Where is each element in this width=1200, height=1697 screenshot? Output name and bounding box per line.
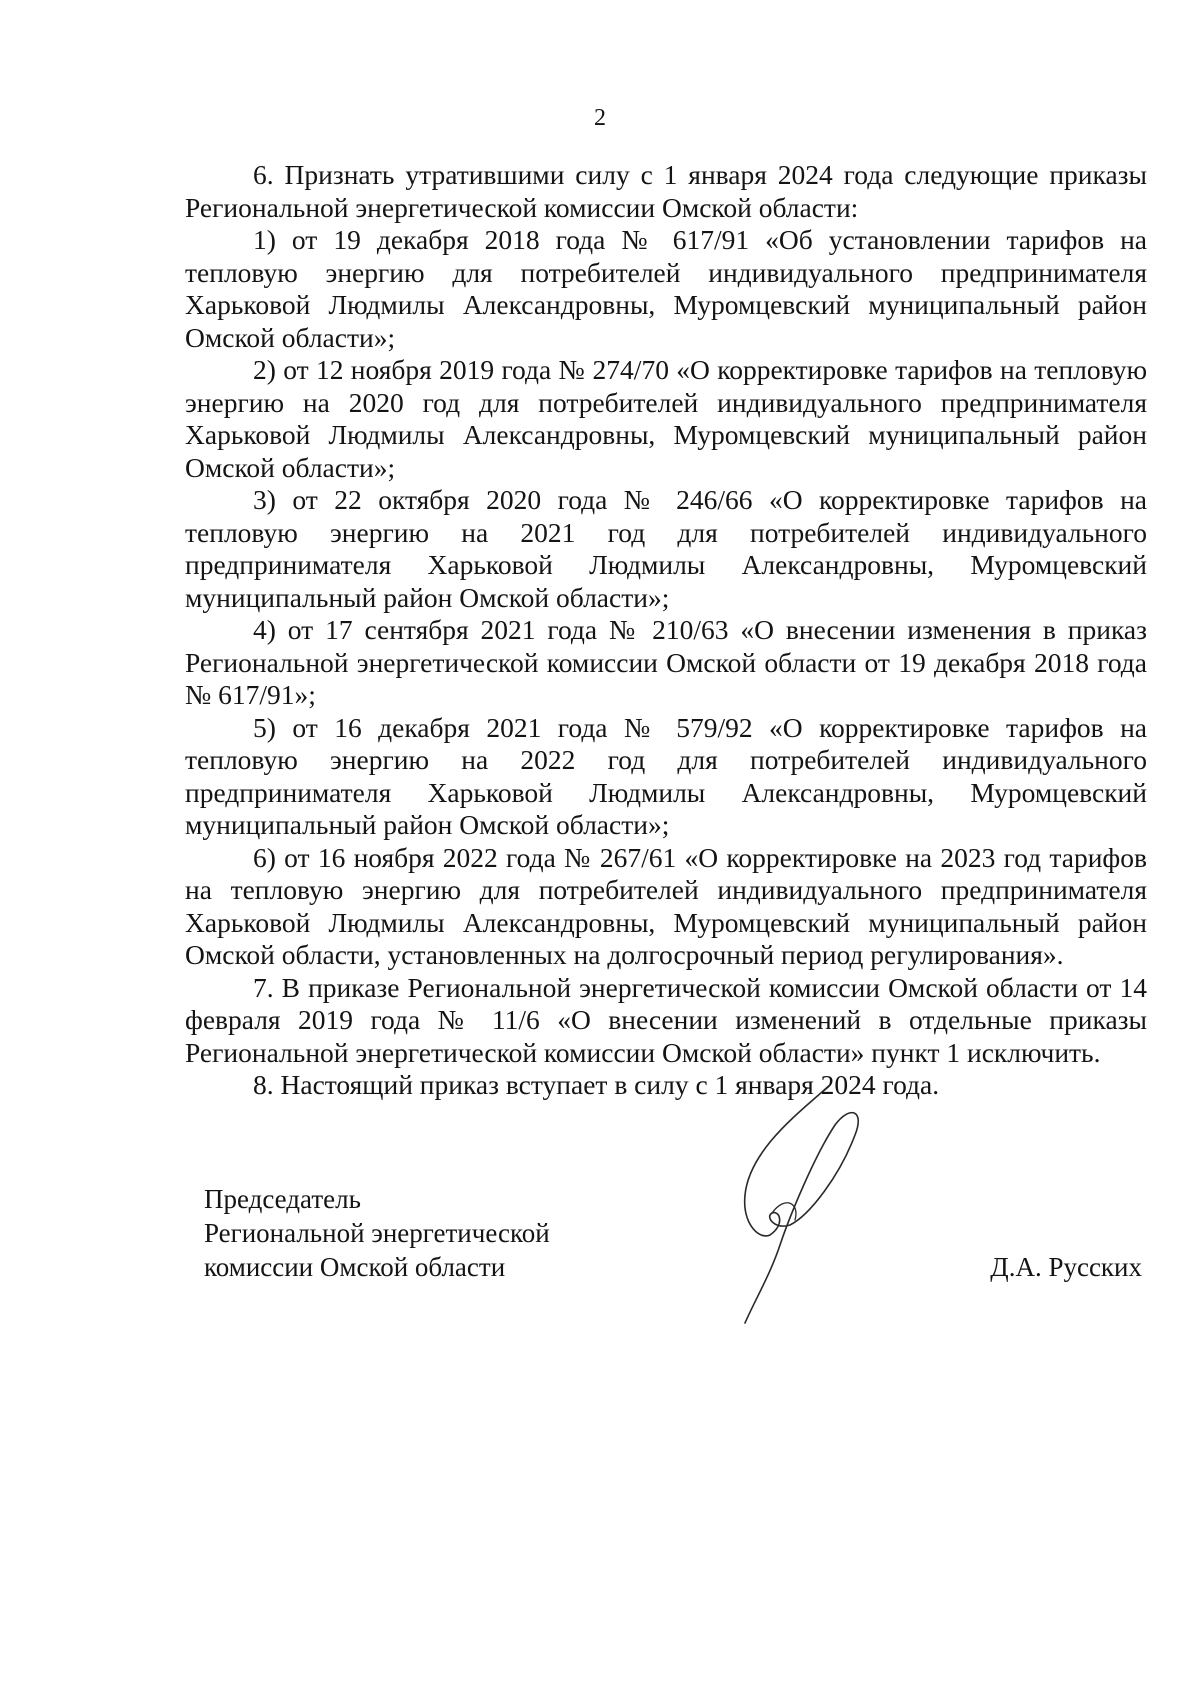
item-6-sub-4: 4) от 17 сентября 2021 года № 210/63 «О внесении изменения в приказ Региональной энергетической комиссии Омской области от 19 декабря 2018 года № 617/91»; — [185, 614, 1147, 710]
signatory-title-line-3: комиссии Омской области — [204, 1252, 506, 1282]
item-6-sub-5: 5) от 16 декабря 2021 года № 579/92 «О корректировке тарифов на тепловую энергию на 2022 год для потребителей индивидуального предпринимателя Харьковой Людмилы Александровны, Муромцевский муниципальный район Омской области»; — [185, 711, 1147, 840]
item-8: 8. Настоящий приказ вступает в силу с 1 января 2024 года. — [253, 1069, 940, 1100]
item-6: 6. Признать утратившими силу с 1 января 2024 года следующие приказы Региональной энергетической комиссии Омской области: — [185, 159, 1147, 223]
signatory-title — [204, 1182, 550, 1284]
item-7: 7. В приказе Региональной энергетической комиссии Омской области от 14 февраля 2019 года № 11/6 «О внесении изменений в отдельные приказы Региональной энергетической комиссии Омской области» пункт 1 исключить. — [185, 971, 1147, 1068]
signatory-title-line-2: Региональной энергетической — [204, 1218, 550, 1248]
signatory-name: Д.А. Русских — [990, 1252, 1142, 1282]
item-6-sub-2: 2) от 12 ноября 2019 года № 274/70 «О корректировке тарифов на тепловую энергию на 2020 год для потребителей индивидуального предпринимателя Харьковой Людмилы Александровны, Муромцевский муниципальный район Омской области»; — [185, 354, 1147, 483]
document-body — [185, 159, 1147, 1102]
signatory-title-line-1: Председатель — [204, 1184, 361, 1214]
item-6-sub-1: 1) от 19 декабря 2018 года № 617/91 «Об установлении тарифов на тепловую энергию для потребителей индивидуального предпринимателя Харьковой Людмилы Александровны, Муромцевский муниципальный район Омской области»; — [185, 224, 1147, 353]
page-number: 2 — [594, 105, 606, 131]
item-6-sub-3: 3) от 22 октября 2020 года № 246/66 «О корректировке тарифов на тепловую энергию на 2021 год для потребителей индивидуального предпринимателя Харьковой Людмилы Александровны, Муромцевский муниципальный район Омской области»; — [185, 484, 1147, 613]
item-6-sub-6: 6) от 16 ноября 2022 года № 267/61 «О корректировке на 2023 год тарифов на тепловую энергию для потребителей индивидуального предпринимателя Харьковой Людмилы Александровны, Муромцевский муниципальный район Омской области, установленных на долгосрочный период регулирования». — [185, 841, 1147, 970]
handwritten-signature — [740, 1085, 940, 1325]
